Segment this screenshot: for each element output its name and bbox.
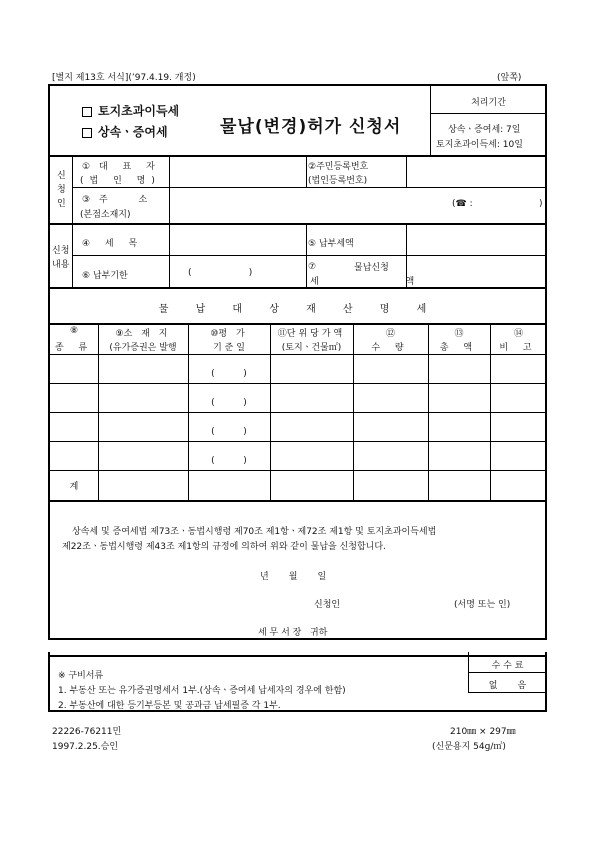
column-label: 수 량: [371, 343, 410, 353]
column-head: 평 가: [218, 329, 248, 339]
property-cell[interactable]: [429, 413, 489, 440]
tax-amount-field[interactable]: [407, 225, 546, 254]
address-label: [82, 192, 161, 205]
column-number: ⑬: [454, 329, 464, 339]
property-cell[interactable]: [99, 355, 187, 382]
application-date[interactable]: 년 월 일: [260, 572, 327, 582]
applicant-section-1: 신: [57, 171, 66, 181]
property-cell[interactable]: [51, 355, 97, 382]
column-number: ⑫: [385, 329, 395, 339]
property-cell[interactable]: [271, 384, 352, 411]
representative-title: 대 표 자: [98, 162, 161, 172]
statement-line-2: 제22조ㆍ동법시행령 제43조 제1항의 규정에 의하여 위와 같이 물납을 신청합니다.: [62, 542, 386, 552]
property-cell[interactable]: [491, 413, 546, 440]
tax-item-field[interactable]: [170, 225, 305, 254]
column-number: ⑪: [277, 329, 287, 339]
applicant-section-3: 인: [57, 199, 66, 209]
apply-num: ⑦: [308, 262, 317, 272]
address-num: ③: [82, 195, 91, 205]
property-cell[interactable]: [51, 413, 97, 440]
resident-number-label: ②주민등록번호: [308, 162, 369, 172]
applicant-signature-label: 신청인: [314, 600, 341, 610]
signature-field[interactable]: (서명 또는 인): [454, 600, 511, 610]
form-code: 22226-76211민: [52, 727, 122, 737]
property-cell[interactable]: [271, 413, 352, 440]
checkbox-inheritance-tax-label: 상속ㆍ증여세: [98, 125, 168, 139]
column-head: 소 재 지: [123, 329, 171, 339]
statement-line-1: 상속세 및 증여세법 제73조ㆍ동법시행령 제70조 제1항ㆍ제72조 제1항 및 토지초과이득세법: [72, 527, 437, 537]
property-cell[interactable]: [51, 442, 97, 469]
column-label: (유가증권은 발행: [109, 343, 177, 353]
fee-label: 수 수 료: [491, 661, 524, 671]
column-label: 총 액: [439, 343, 479, 353]
representative-field[interactable]: [170, 157, 305, 186]
property-cell[interactable]: [51, 384, 97, 411]
column-head: 단위당가액: [286, 329, 346, 339]
column-label: 기 준 일: [213, 343, 245, 353]
required-docs-box: [48, 652, 547, 712]
property-cell[interactable]: [354, 355, 427, 382]
processing-period-inheritance: 상속ㆍ증여세: 7일: [448, 125, 521, 135]
tax-amount-label: ⑤ 납부세액: [308, 239, 354, 249]
property-cell[interactable]: [354, 442, 427, 469]
column-label: 비 고: [499, 343, 538, 353]
due-date-label: ⑥ 납부기한: [82, 271, 128, 281]
total-field[interactable]: [99, 471, 546, 499]
tax-item-label: ④ 세 목: [82, 239, 144, 249]
phone-close: ): [539, 199, 543, 209]
property-cell[interactable]: [99, 413, 187, 440]
resident-number-field[interactable]: [407, 157, 546, 186]
corporation-name-label: (법 인 명): [80, 176, 161, 186]
required-docs-item-2: 2. 부동산에 대한 등기부등본 및 공과금 납세필증 각 1부.: [58, 701, 281, 711]
property-cell[interactable]: [99, 442, 187, 469]
valuation-date-paren: ( ): [211, 398, 247, 408]
processing-period-label: 처리기간: [471, 98, 506, 108]
column-label: (토지ㆍ건물㎡): [281, 343, 342, 353]
processing-period-land: 토지초과이득세: 10일: [436, 140, 523, 150]
form-title: 물납(변경)허가 신청서: [220, 117, 402, 137]
required-docs-item-1: 1. 부동산 또는 유가증권명세서 1부.(상속ㆍ증여세 납세자의 경우에 한함): [58, 686, 346, 696]
property-cell[interactable]: [271, 442, 352, 469]
column-number: ⑭: [513, 329, 523, 339]
apply-amount-label-1: 물납신청: [354, 263, 389, 273]
paper-size: 210㎜ × 297㎜: [450, 727, 516, 737]
required-docs-heading: ※ 구비서류: [58, 671, 104, 681]
paper-type: (신문용지 54g/㎡): [432, 742, 506, 752]
checkbox-icon[interactable]: [82, 107, 92, 117]
column-label: 종 류: [54, 343, 94, 353]
phone-label: (☎ :: [452, 199, 473, 209]
apply-amount-field[interactable]: [407, 256, 546, 286]
column-number: ⑩: [210, 329, 219, 339]
property-cell[interactable]: [429, 442, 489, 469]
addressee: 세 무 서 장 귀하: [258, 628, 328, 638]
apply-amount-label-2-text: 세 액: [310, 277, 457, 287]
property-cell[interactable]: [491, 442, 546, 469]
approval-date: 1997.2.25.승인: [52, 742, 119, 752]
property-heading: 물 납 대 상 재 산 명 세: [158, 304, 439, 315]
valuation-date-paren: ( ): [211, 369, 247, 379]
form-number: [별지 제13호 서식](’97.4.19. 개정): [52, 73, 196, 83]
property-cell[interactable]: [491, 384, 546, 411]
valuation-date-paren: ( ): [211, 427, 247, 437]
address-title: 주 소: [98, 195, 162, 205]
column-number: [98, 326, 188, 339]
property-cell[interactable]: [354, 413, 427, 440]
checkbox-land-tax[interactable]: [82, 102, 179, 119]
property-cell[interactable]: [491, 355, 546, 382]
corporate-number-label: (법인등록번호): [308, 176, 368, 186]
address-field[interactable]: [170, 188, 546, 222]
checkbox-inheritance-tax[interactable]: [82, 123, 168, 140]
property-cell[interactable]: [271, 355, 352, 382]
column-number: [270, 326, 353, 339]
page-side-label: (앞쪽): [497, 73, 522, 83]
property-cell[interactable]: [429, 355, 489, 382]
column-number: ⑨: [115, 329, 124, 339]
property-cell[interactable]: [429, 384, 489, 411]
total-label: 계: [69, 482, 79, 492]
head-office-label: (본점소재지): [80, 210, 131, 220]
applicant-section-2: 청: [57, 185, 66, 195]
due-date-field[interactable]: ( ): [188, 268, 253, 278]
request-section-1: 신청: [52, 246, 70, 256]
checkbox-icon[interactable]: [82, 128, 92, 138]
representative-num: ①: [82, 162, 91, 172]
property-cell[interactable]: [99, 384, 187, 411]
representative-label: [82, 159, 161, 172]
application-form: [48, 84, 547, 640]
request-section-2: 내용: [52, 260, 70, 270]
fee-value: 없 음: [488, 681, 527, 691]
checkbox-land-tax-label: 토지초과이득세: [98, 104, 180, 118]
valuation-date-paren: ( ): [211, 456, 247, 466]
column-number: ⑧: [69, 326, 79, 336]
property-cell[interactable]: [354, 384, 427, 411]
column-number: [188, 326, 270, 339]
